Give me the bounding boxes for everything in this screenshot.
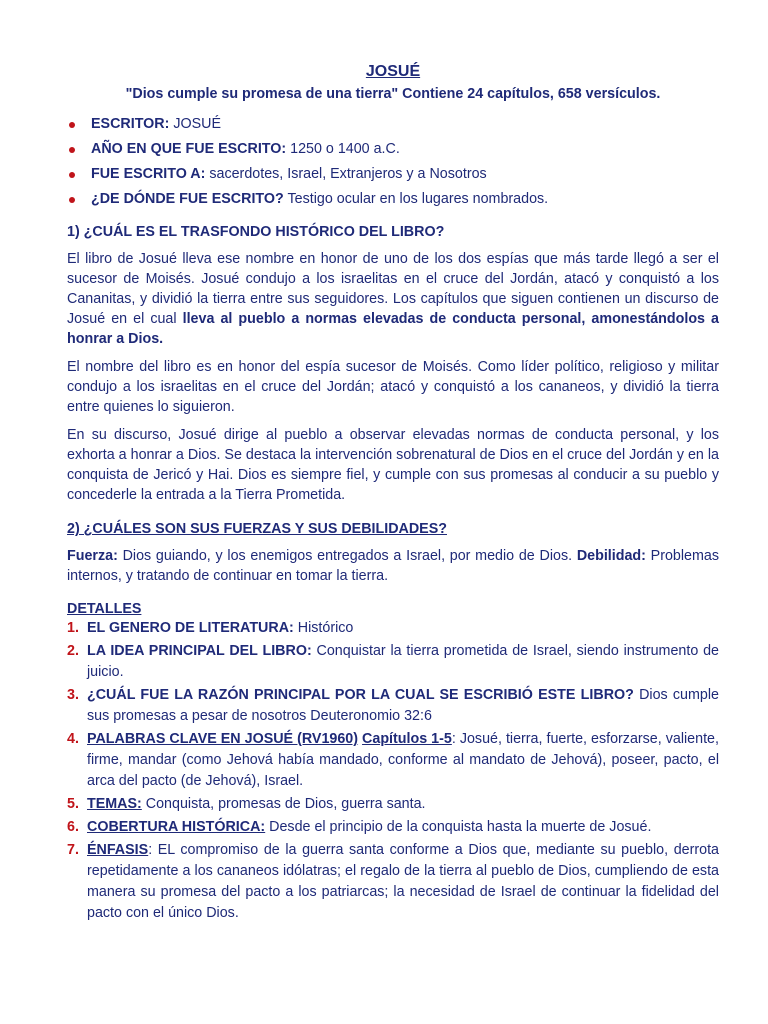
section1-heading: 1) ¿CUÁL ES EL TRASFONDO HISTÓRICO DEL LIBRO? [67, 224, 445, 240]
detalle-item-4: 4. PALABRAS CLAVE EN JOSUÉ (RV1960) Capítulos 1-5: Josué, tierra, fuerte, esforzarse, valiente, firme, mandar (como Jehová había mandado, conforme al mandato de Jehová), poseer, pacto, el arca del pacto (de Jehová), Israel. [67, 731, 719, 789]
detalle-item-1: 1. EL GENERO DE LITERATURA: Histórico [67, 620, 354, 636]
detalle-item-3: 3. ¿CUÁL FUE LA RAZÓN PRINCIPAL POR LA CUAL SE ESCRIBIÓ ESTE LIBRO? Dios cumple sus promesas a pesar de nosotros Deuteronomio 32:6 [67, 687, 719, 724]
document-title: JOSUÉ [365, 63, 421, 80]
section2-heading: 2) ¿CUÁLES SON SUS FUERZAS Y SUS DEBILIDADES? [67, 521, 447, 537]
bullet-de-donde: ¿DE DÓNDE FUE ESCRITO? Testigo ocular en los lugares nombrados. [67, 187, 719, 212]
bullet-dot-icon [69, 122, 75, 128]
detalles-heading: DETALLES [67, 601, 142, 617]
bullet-ano: AÑO EN QUE FUE ESCRITO: 1250 o 1400 a.C. [67, 137, 719, 162]
section1-paragraph-1: El libro de Josué lleva ese nombre en honor de uno de los dos espías que más tarde llegó a ser el sucesor de Moisés. Josué condujo a los israelitas en el cruce del Jordán, atacó y conquistó a los Cananitas, y dividió la tierra entre sus seguidores. Los capítulos que siguen contienen un discurso de Josué en el cual lleva al pueblo a normas elevadas de conducta personal, amonestándolos a honrar a Dios. [67, 251, 720, 347]
bullet-dot-icon [69, 147, 75, 153]
detalle-item-6: 6. COBERTURA HISTÓRICA: Desde el principio de la conquista hasta la muerte de Josué. [67, 819, 652, 835]
section1-paragraph-2: El nombre del libro es en honor del espía sucesor de Moisés. Como líder político, religioso y militar condujo a los israelitas en el cruce del Jordán; atacó y conquistó a los cananeos, y dividió la tierra entre quienes lo siguieron. [67, 359, 719, 415]
detalles-list [67, 618, 719, 924]
section2-paragraph: Fuerza: Dios guiando, y los enemigos entregados a Israel, por medio de Dios. Debilidad: Problemas internos, y tratando de continuar en tomar la tierra. [67, 548, 719, 584]
info-bullet-list [67, 112, 719, 212]
document-subtitle: "Dios cumple su promesa de una tierra" Contiene 24 capítulos, 658 versículos. [125, 86, 661, 102]
bullet-dot-icon [69, 197, 75, 203]
section1-paragraph-3: En su discurso, Josué dirige al pueblo a observar elevadas normas de conducta personal, y los exhorta a honrar a Dios. Se destaca la intervención sobrenatural de Dios en el cruce del Jordán y en la conquista de Jericó y Hai. Dios es siempre fiel, y cumple con sus promesas al conducir a su pueblo y concederle la entrada a la Tierra Prometida. [67, 427, 719, 503]
detalle-item-5: 5. TEMAS: Conquista, promesas de Dios, guerra santa. [67, 796, 426, 812]
detalle-item-7: 7. ÉNFASIS: EL compromiso de la guerra santa conforme a Dios que, mediante su pueblo, derrota repetidamente a los cananeos idólatras; el regalo de la tierra al pueblo de Dios, cumpliendo de esta manera su promesa del pacto a los patriarcas; la necesidad de Israel de continuar la fidelidad del pacto con el único Dios. [67, 842, 719, 921]
bullet-escritor: ESCRITOR: JOSUÉ [67, 112, 719, 137]
document-page [67, 62, 719, 926]
bullet-dot-icon [69, 172, 75, 178]
bullet-fue-escrito-a: FUE ESCRITO A: sacerdotes, Israel, Extranjeros y a Nosotros [67, 162, 719, 187]
detalle-item-2: 2. LA IDEA PRINCIPAL DEL LIBRO: Conquistar la tierra prometida de Israel, siendo instrumento de juicio. [67, 643, 720, 680]
